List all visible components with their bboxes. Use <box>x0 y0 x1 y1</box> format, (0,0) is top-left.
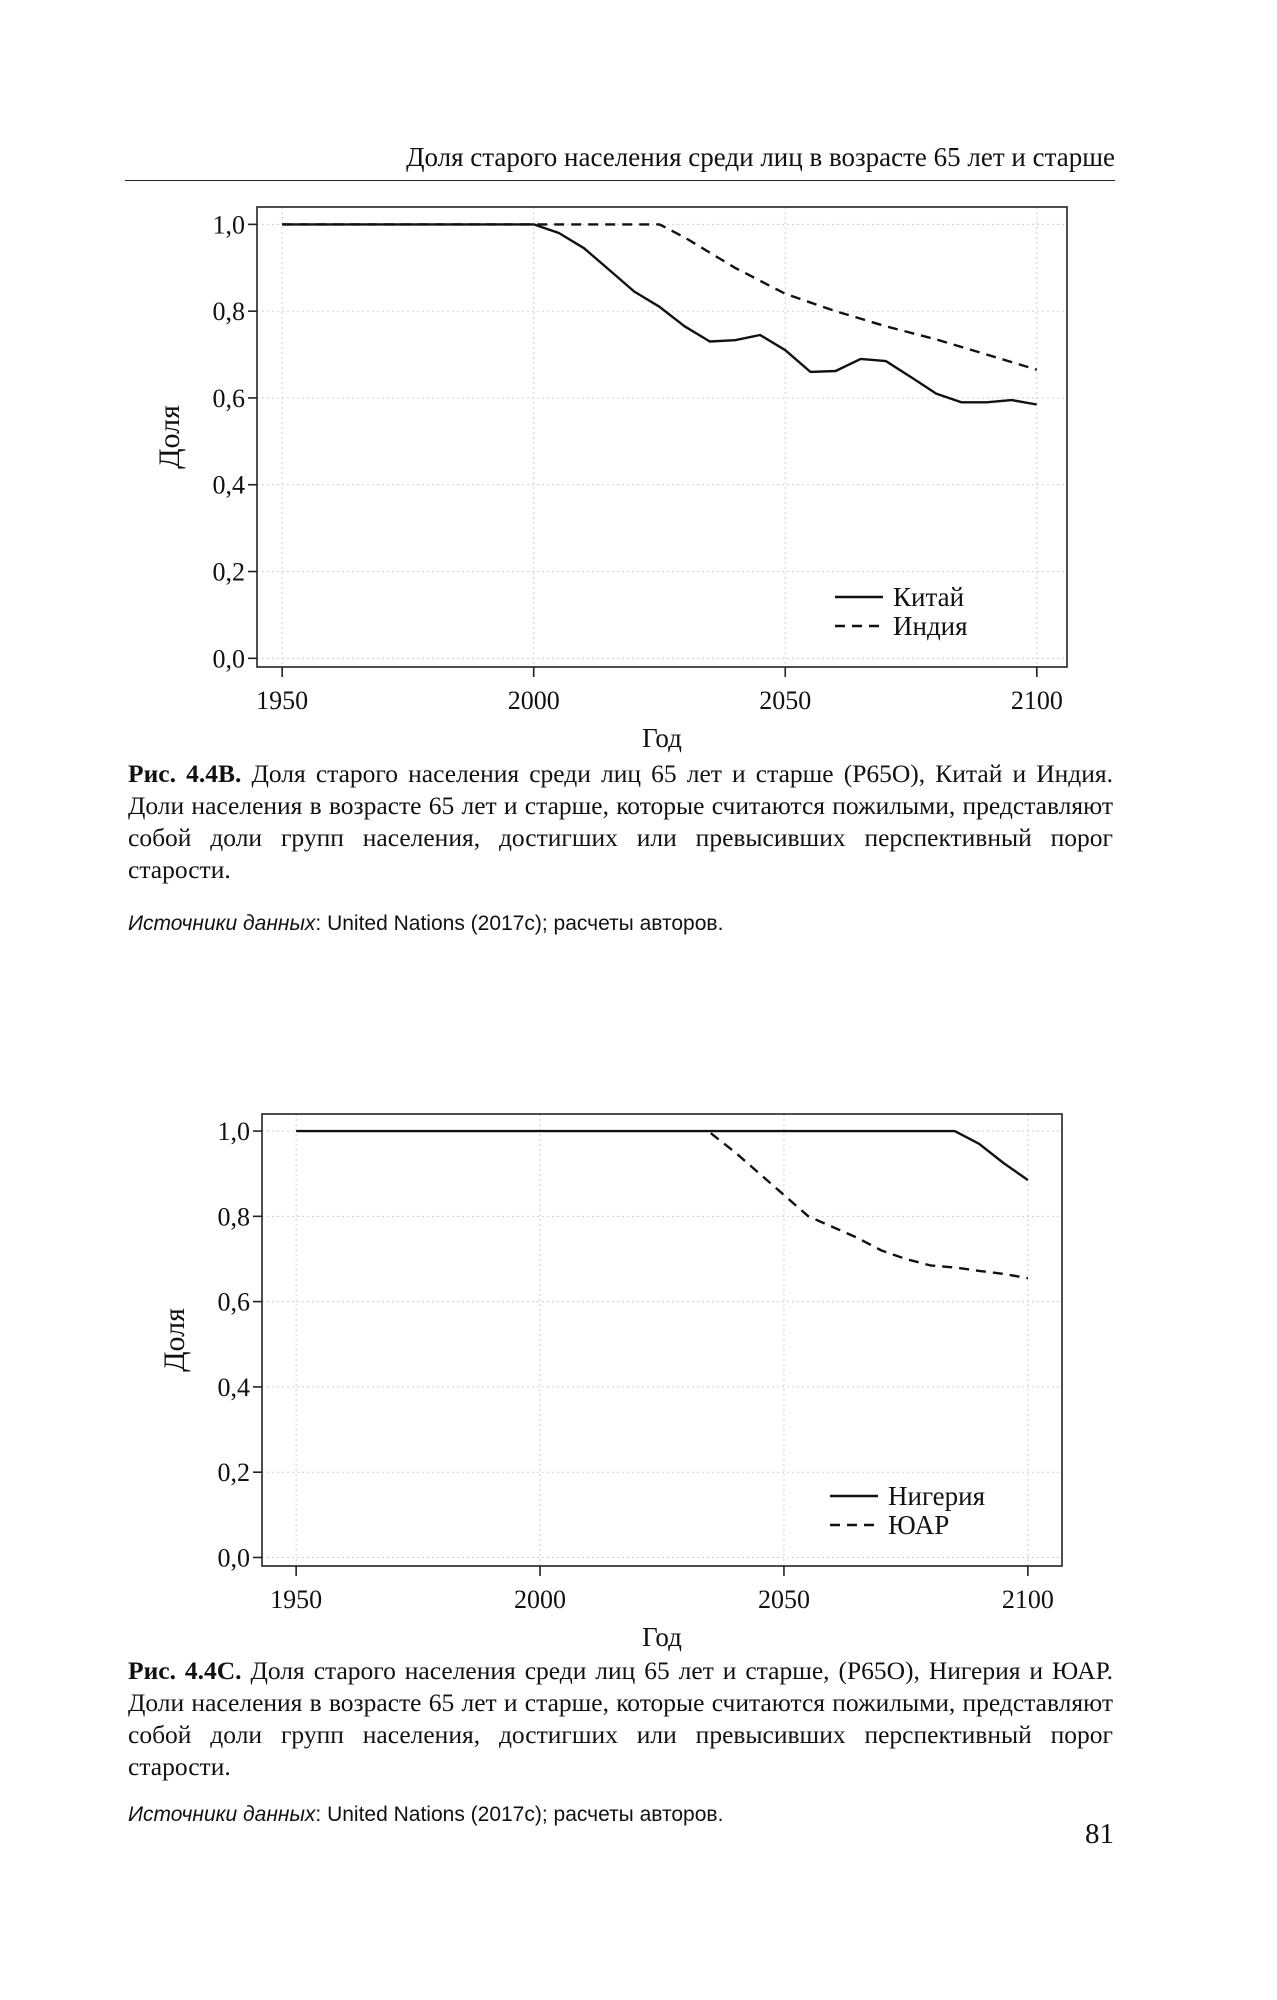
series-line <box>282 224 1037 369</box>
y-tick-label: 0,0 <box>212 644 245 674</box>
chart-nigeria-rsa <box>0 1097 1277 1657</box>
source-text: : United Nations (2017c); расчеты авторов. <box>315 912 724 935</box>
y-tick-label: 0,2 <box>217 1458 250 1488</box>
y-tick-label: 0,6 <box>217 1287 250 1317</box>
series-line <box>711 1133 1028 1278</box>
x-tick-label: 2100 <box>1001 1585 1054 1614</box>
figure-source-china-india <box>128 912 1113 936</box>
figure-source-nigeria-rsa <box>128 1803 1113 1827</box>
x-tick-label: 2050 <box>757 1585 810 1614</box>
figure-number: Рис. 4.4В. <box>128 759 242 788</box>
source-text: : United Nations (2017c); расчеты авторов. <box>315 1803 724 1826</box>
figure-caption-china-india <box>128 758 1113 886</box>
x-tick-label: 1950 <box>256 686 309 715</box>
legend-label: Индия <box>893 611 968 641</box>
x-tick-label: 2000 <box>507 686 560 715</box>
y-tick-label: 0,8 <box>217 1202 250 1232</box>
x-tick-label: 2000 <box>514 1585 567 1614</box>
y-tick-label: 0,0 <box>217 1543 250 1573</box>
figure-caption-nigeria-rsa <box>128 1655 1113 1783</box>
y-tick-label: 0,2 <box>212 557 245 587</box>
figure-caption-text: Доля старого населения среди лиц 65 лет и старше, (P65O), Нигерия и ЮАР. Доли населения в возрасте 65 лет и старше, которые считаются пожилыми, представляют собой доли групп населения, достигших или превысивших перспективный порог старости. <box>128 1656 1113 1781</box>
x-tick-label: 2100 <box>1010 686 1063 715</box>
page-number: 81 <box>1085 1818 1114 1850</box>
x-tick-label: 1950 <box>270 1585 323 1614</box>
chart-china-india <box>0 195 1277 755</box>
figure-caption-text: Доля старого населения среди лиц 65 лет и старше (P65O), Китай и Индия. Доли населения в возрасте 65 лет и старше, которые считаются пожилыми, представляют собой доли групп населения, достигших или превысивших перспективный порог старости. <box>128 759 1114 884</box>
y-tick-label: 0,8 <box>212 297 245 327</box>
chart-nigeria-rsa-svg <box>0 1097 1277 1657</box>
y-tick-label: 0,6 <box>212 383 245 413</box>
x-axis-label: Год <box>642 723 682 753</box>
y-tick-label: 0,4 <box>212 470 245 500</box>
x-axis-label: Год <box>642 1622 682 1652</box>
y-axis-label: Доля <box>153 405 186 469</box>
figure-number: Рис. 4.4С. <box>128 1656 242 1685</box>
running-head: Доля старого населения среди лиц в возрасте 65 лет и старше <box>125 140 1115 181</box>
legend-label: Китай <box>893 582 965 612</box>
source-label: Источники данных <box>128 912 316 935</box>
y-axis-label: Доля <box>158 1308 191 1372</box>
y-tick-label: 0,4 <box>217 1372 250 1402</box>
legend-label: ЮАР <box>888 1510 950 1540</box>
source-label: Источники данных <box>128 1803 316 1826</box>
y-tick-label: 1,0 <box>217 1117 250 1147</box>
x-tick-label: 2050 <box>759 686 812 715</box>
series-line <box>282 224 1037 404</box>
chart-china-india-svg <box>0 195 1277 755</box>
legend-label: Нигерия <box>888 1481 986 1511</box>
series-line <box>296 1131 1028 1180</box>
y-tick-label: 1,0 <box>212 210 245 240</box>
